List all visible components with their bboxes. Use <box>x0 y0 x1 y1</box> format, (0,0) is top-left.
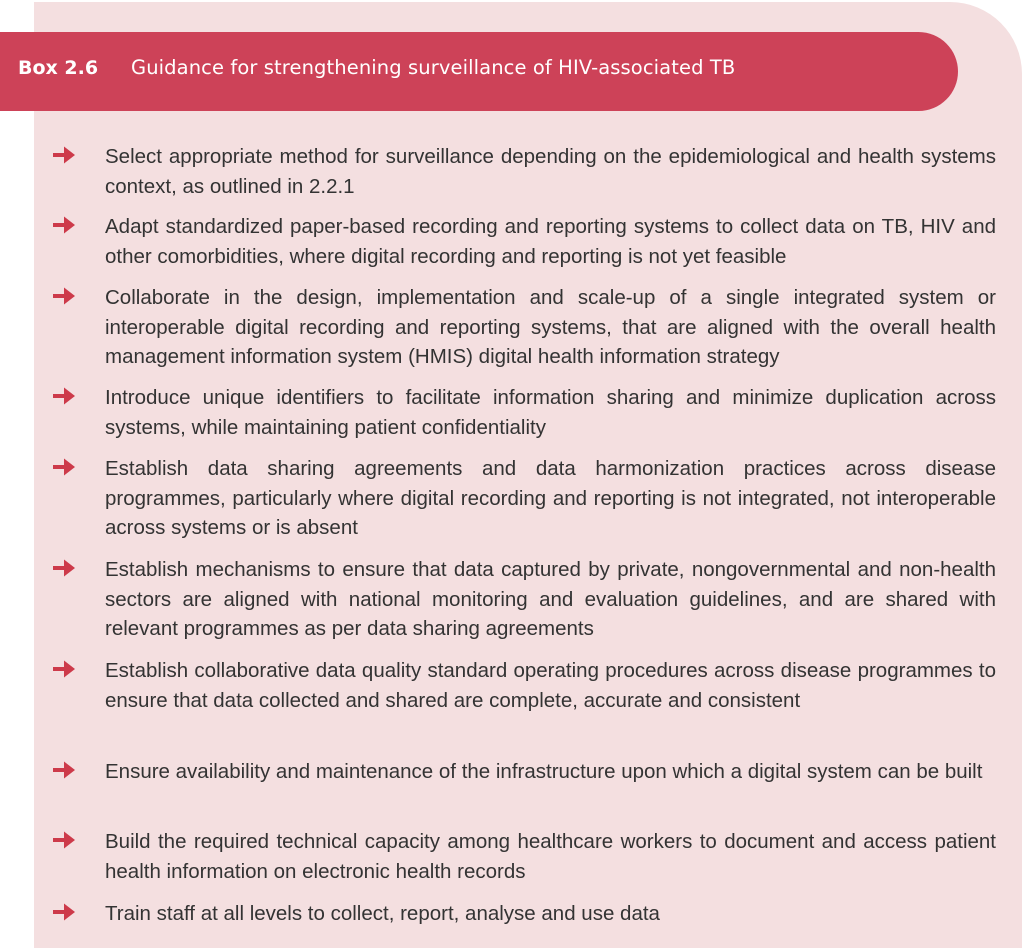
arrow-right-icon <box>52 213 80 237</box>
arrow-right-icon <box>52 384 80 408</box>
arrow-right-icon <box>52 828 80 852</box>
arrow-right-icon <box>52 143 80 167</box>
box-title: Guidance for strengthening surveillance of HIV-associated TB <box>131 56 736 79</box>
list-item-text: Establish data sharing agreements and data harmonization practices across disease programmes, particularly where digital recording and reporting is not integrated, not interoperable across systems or is absent <box>105 457 996 539</box>
list-item-text: Ensure availability and maintenance of the infrastructure upon which a digital system can be built <box>105 760 983 783</box>
list-item-text: Train staff at all levels to collect, report, analyse and use data <box>105 902 660 925</box>
list-item-text: Select appropriate method for surveillance depending on the epidemiological and health systems context, as outlined in 2.2.1 <box>105 145 996 198</box>
box-label: Box 2.6 <box>18 57 99 79</box>
list-item-text: Build the required technical capacity among healthcare workers to document and access patient health information on electronic health records <box>105 830 996 883</box>
list-item-text: Establish mechanisms to ensure that data captured by private, nongovernmental and non-health sectors are aligned with national monitoring and evaluation guidelines, and are shared with relevant programmes as per data sharing agreements <box>105 558 996 640</box>
arrow-right-icon <box>52 455 80 479</box>
arrow-right-icon <box>52 657 80 681</box>
list-item-text: Collaborate in the design, implementation and scale-up of a single integrated system or interoperable digital recording and reporting systems, that are aligned with the overall health management information system (HMIS) digital health information strategy <box>105 286 996 368</box>
list-item-text: Introduce unique identifiers to facilitate information sharing and minimize duplication across systems, while maintaining patient confidentiality <box>105 386 996 439</box>
arrow-right-icon <box>52 758 80 782</box>
arrow-right-icon <box>52 284 80 308</box>
list-item-text: Establish collaborative data quality standard operating procedures across disease programmes to ensure that data collected and shared are complete, accurate and consistent <box>105 659 996 712</box>
arrow-right-icon <box>52 900 80 924</box>
arrow-right-icon <box>52 556 80 580</box>
list-item-text: Adapt standardized paper-based recording and reporting systems to collect data on TB, HIV and other comorbidities, where digital recording and reporting is not yet feasible <box>105 215 996 268</box>
